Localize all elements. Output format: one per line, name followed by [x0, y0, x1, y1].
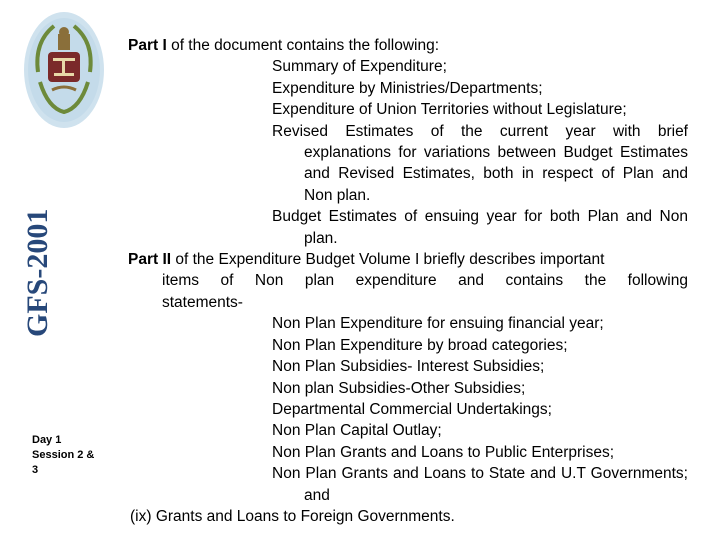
session-line: 3	[32, 464, 39, 476]
list-item: Non Plan Grants and Loans to State and U.T Governments; and	[272, 465, 688, 504]
list-item: Non plan Subsidies-Other Subsidies;	[272, 379, 526, 397]
list-item: Non Plan Subsidies- Interest Subsidies;	[272, 358, 545, 376]
part1-label: Part I	[128, 37, 167, 54]
list-item: Budget Estimates of ensuing year for both Plan and Non plan.	[272, 208, 688, 247]
part2-intro-continued: items of Non plan expenditure and contains the following	[162, 272, 688, 290]
part2-intro-continued: statements-	[162, 293, 243, 311]
session-line: Session 2 &	[32, 449, 95, 461]
final-item: (ix) Grants and Loans to Foreign Governments.	[130, 507, 455, 525]
slide-content	[120, 35, 688, 527]
session-label	[32, 433, 122, 478]
list-item: Non Plan Expenditure for ensuing financial year;	[272, 315, 604, 333]
list-item: Revised Estimates of the current year with brief explanations for variations between Budget Estimates and Revised Estimates, both in respect of Plan and Non plan.	[272, 122, 688, 204]
list-item: Non Plan Expenditure by broad categories;	[272, 336, 568, 354]
list-item: Summary of Expenditure;	[272, 58, 447, 76]
list-item: Expenditure of Union Territories without Legislature;	[272, 101, 627, 119]
sidebar	[0, 0, 122, 540]
list-item: Non Plan Grants and Loans to Public Enterprises;	[272, 443, 615, 461]
list-item: Departmental Commercial Undertakings;	[272, 400, 552, 418]
session-line: Day 1	[32, 434, 62, 446]
vertical-title: GFS-2001	[21, 208, 54, 337]
list-item: Expenditure by Ministries/Departments;	[272, 79, 543, 97]
list-item: Non Plan Capital Outlay;	[272, 422, 442, 440]
part2-heading	[120, 249, 688, 313]
part2-label: Part II	[128, 251, 172, 269]
national-emblem-icon	[24, 12, 104, 128]
part2-intro: of the Expenditure Budget Volume I briefly describes important	[175, 251, 605, 269]
part1-heading	[120, 35, 688, 56]
part1-intro: of the document contains the following:	[171, 37, 440, 54]
